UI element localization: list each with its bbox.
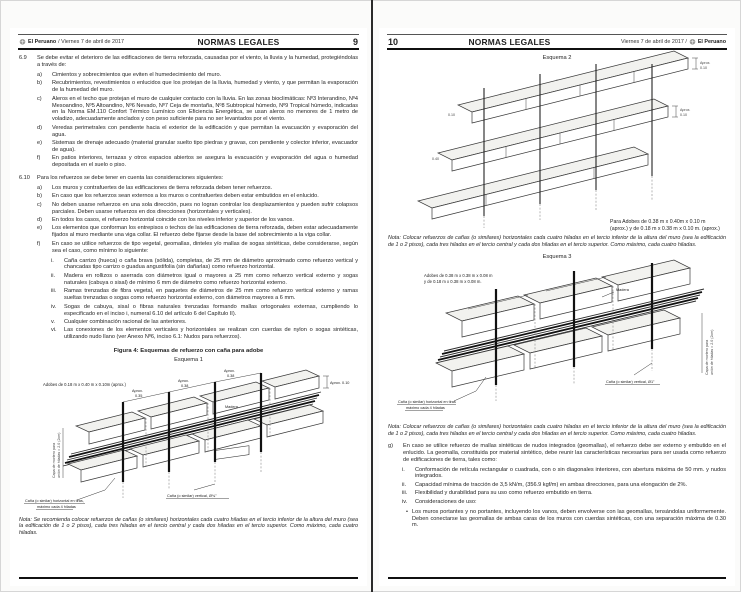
item-text: Cimientos y sobrecimientos que eviten el humedecimiento del muro.	[52, 71, 222, 78]
item-label: vi.	[51, 327, 57, 334]
header-brand	[621, 38, 726, 45]
gazette-title: NORMAS LEGALES	[468, 36, 551, 47]
item-text: Aleros en el techo que protejan el muro de cualquier contacto con la lluvia. En las zonas bioclimáticas: Nº3 Interandino, Nº4 Mesoandino, Nº5 Altoandino, Nº6 Nevado, Nº7 Ceja de montaña, Nº8 Subtropical húmedo, Nº9 Tropical húmedo, indicadas en la Norma EM.110 Confort Térmico Lumínico con Eficiencia Energética, se usan aleros no menores de 1 metro de voladizo, adecuadamente anclados y con peso suficiente para no ser levantados por el viento.	[52, 95, 359, 123]
svg-text:Aprox. 0.10: Aprox. 0.10	[330, 380, 350, 385]
sublist-item	[51, 327, 358, 341]
sublist-item	[402, 490, 726, 497]
item-text: En caso que los refuerzos sean externos a los muros o contrafuertes deben estar embutidos en el enlucido.	[52, 193, 319, 200]
item-label: c)	[37, 201, 42, 208]
svg-text:Aprox.: Aprox.	[178, 378, 189, 383]
page-9-body	[10, 50, 367, 537]
sublist-item	[51, 288, 358, 302]
esquema-1-diagram	[19, 366, 358, 514]
sublist-item	[402, 482, 726, 489]
item-g	[388, 443, 726, 464]
esquema-2-drawing	[388, 61, 726, 232]
page-10-header	[387, 34, 727, 50]
page-number: 10	[388, 36, 399, 47]
item-label: v.	[51, 318, 55, 325]
item-g-sublist	[402, 467, 726, 506]
item-label: a)	[37, 71, 42, 78]
svg-text:0.10: 0.10	[448, 113, 455, 118]
esq1-madera-label: Madera	[225, 404, 238, 409]
item-text: Ramas trenzadas de fibra vegetal, en paquetes de diámetros de 25 mm como refuerzo vertical externo y ramas sueltas trenzadas o sogas como refuerzo horizontal externo, con diámetros mayores a 6 mm.	[64, 288, 358, 302]
svg-text:0.10: 0.10	[700, 66, 707, 71]
item-label: d)	[37, 124, 42, 131]
svg-text:unión de hiladas = 2.0 (2cm): unión de hiladas = 2.0 (2cm)	[710, 329, 714, 375]
header-date: Viernes 7 de abril de 2017 /	[620, 38, 687, 45]
item-label: c)	[37, 95, 42, 102]
section-6-9-list	[37, 72, 358, 169]
esq3-mortero-label	[702, 313, 714, 375]
section-6-9	[19, 55, 358, 171]
item-text: Madera en rollizos o aserrada con diámetros igual o mayores a 25 mm como refuerzo vertical externo y sogas naturales (cabuya o sisal) de mínimo 6 mm de diámetro como refuerzo horizontal externo.	[64, 272, 358, 286]
item-text: No deben usarse refuerzos en una sola dirección, pues no logran controlar los desplazamientos y pueden sufrir colapsos parciales. Deben usarse refuerzos en dos direcciones (horizontales y verticales).	[52, 201, 358, 215]
section-6-10	[19, 175, 358, 343]
svg-text:Caña (o similar) vertical, Ø1": Caña (o similar) vertical, Ø1"	[606, 379, 655, 384]
list-item	[37, 80, 358, 94]
item-text: Sogas de cabuya, sisal o fibras naturales trenzadas formando mallas ortogonales externas, cumpliendo lo especificado en el inciso i, numeral 6.10 del artículo 6 del Capítulo II).	[64, 303, 358, 317]
item-text: En caso se utilice refuerzos de tipo vegetal, geomallas, dinteles y/o mallas de sogas sintéticas, debe considerarse, según sea el caso, como mínimo lo siguiente:	[52, 240, 358, 254]
item-label: b)	[37, 193, 42, 200]
item-text: En todos los casos, el refuerzo horizontal coincide con los niveles inferior y superior de los vanos.	[52, 216, 294, 223]
sublist-item	[51, 258, 358, 272]
header-brand	[19, 38, 124, 45]
esq3-adobes-label-2: y de 0.18 m x 0.38 m x 0.08 m.	[424, 278, 482, 284]
svg-text:Aprox.: Aprox.	[700, 61, 711, 66]
svg-text:0.38: 0.38	[227, 373, 235, 378]
esquema-1-note: Nota: Se recomienda colocar refuerzos de cañas (o similares) horizontales cada cuatro hiladas en el tercio inferior de la altura del muro (sea la edificación de 1 o 2 pisos), cada tres hiladas en el tercio central y cada dos hiladas en el tercio superior. Como máximo, cada cuatro hiladas.	[19, 516, 358, 537]
item-label: d)	[37, 216, 42, 223]
usage-bullet	[402, 509, 726, 530]
esquema-2-diagram	[388, 61, 726, 232]
svg-text:máximo cada 4 hiladas: máximo cada 4 hiladas	[406, 405, 445, 410]
list-item	[37, 185, 358, 192]
esq3-madera-label: Madera	[616, 287, 629, 292]
item-label: iv.	[51, 303, 57, 310]
esquema-2-title: Esquema 2	[542, 55, 572, 61]
item-label: e)	[37, 225, 42, 232]
item-label: f)	[37, 155, 41, 162]
svg-text:Aprox.: Aprox.	[132, 388, 143, 393]
item-label: e)	[37, 140, 42, 147]
figure-4-title: Figura 4: Esquemas de refuerzo con caña para adobe	[113, 348, 264, 355]
list-item	[37, 140, 358, 154]
esq3-adobes-label-1: Adobes de 0.38 m x 0.38 m x 0.08 m	[424, 272, 493, 278]
item-text: Capacidad mínima de tracción de 3,5 kN/m, (356.9 kgf/m) en ambas direcciones, para una elongación de 2%.	[415, 481, 688, 488]
page-10-bottom-rule	[388, 577, 726, 579]
bullet-marker: •	[406, 508, 408, 515]
bullet-text: Los muros portantes y no portantes, incluyendo los vanos, deben envolverse con las geomallas, tensándolas uniformemente. Deben conectarse las geomallas de ambas caras de los muros con cuerdas sintéticas, con una separación máxima de 0.30 m.	[412, 508, 726, 529]
sublist-item	[402, 499, 726, 506]
esquema-1-drawing	[19, 366, 358, 514]
list-item	[37, 202, 358, 216]
list-item	[37, 241, 358, 255]
svg-text:Caña (o similar) horizontal en: Caña (o similar) horizontal en tiras,	[25, 498, 84, 503]
svg-text:0.10: 0.10	[680, 113, 687, 118]
brand-name: El Peruano	[697, 38, 726, 45]
header-date: / Viernes 7 de abril de 2017	[58, 38, 125, 45]
svg-text:0.38: 0.38	[181, 383, 189, 388]
svg-text:unión de hiladas = 2.0 (2cm): unión de hiladas = 2.0 (2cm)	[57, 432, 61, 478]
list-item	[37, 225, 358, 239]
list-item	[37, 155, 358, 169]
page-10-body	[379, 50, 735, 529]
esq1-mortero-label	[52, 428, 63, 478]
esquema-3-diagram	[388, 263, 726, 421]
item-label: g)	[388, 442, 393, 449]
item-label: b)	[37, 80, 42, 87]
item-label: i.	[402, 466, 405, 473]
list-item	[37, 96, 358, 124]
svg-text:Caña (o similar) vertical, Ø¾": Caña (o similar) vertical, Ø¾"	[167, 493, 217, 498]
svg-text:máximo cada 4 hiladas: máximo cada 4 hiladas	[37, 504, 76, 509]
section-6-10-list	[37, 185, 358, 341]
item-label: ii.	[402, 481, 407, 488]
list-item	[37, 217, 358, 224]
list-item	[37, 72, 358, 79]
item-text: Veredas perimetrales con pendiente hacia el exterior de la edificación y que permitan la evacuación y evaporación del agua.	[52, 124, 358, 138]
esq1-cana-horizontal-label	[24, 478, 115, 510]
section-number: 6.10	[19, 174, 30, 181]
sublist-item	[51, 273, 358, 287]
sublist-item	[51, 304, 358, 318]
section-intro: Se debe evitar el deterioro de las edificaciones de tierra reforzada, causadas por el viento, la lluvia y la humedad, protegiéndolas a través de:	[37, 55, 358, 68]
brand-name: El Peruano	[28, 38, 57, 45]
item-label: iii.	[51, 288, 57, 295]
item-text: En patios interiores, terrazas y otros espacios abiertos se asegura la evacuación y evaporación del agua o humedad depositada en el suelo o piso.	[52, 155, 358, 169]
esq1-cana-vertical-label	[166, 484, 229, 499]
list-item	[37, 125, 358, 139]
page-number: 9	[352, 36, 358, 47]
el-peruano-logo-icon	[19, 38, 26, 45]
item-text: Recubrimientos, revestimientos o enlucidos que los protejan de la lluvia, humedad y viento, y que permitan la evaporación de la humedad del muro.	[52, 80, 358, 94]
item-label: ii.	[51, 272, 56, 279]
svg-text:Aprox.: Aprox.	[224, 368, 235, 373]
page-9-header	[18, 34, 359, 50]
page-divider-line	[371, 0, 373, 592]
esquema-3-note: Nota: Colocar refuerzos de cañas (o similares) horizontales cada cuatro hiladas en el tercio inferior de la altura del muro (sea la edificación de 1 o 2 pisos), cada tres hiladas en el tercio central y cada dos hiladas en el tercio superior. Como máximo, cada cuatro hiladas.	[388, 423, 726, 437]
svg-text:Aprox.: Aprox.	[680, 108, 691, 113]
item-text: Flexibilidad y durabilidad para su uso como refuerzo embutido en tierra.	[415, 490, 593, 497]
section-intro: Para los refuerzos se debe tener en cuenta las consideraciones siguientes:	[37, 174, 224, 181]
gazette-title: NORMAS LEGALES	[197, 36, 280, 47]
svg-text:Caña (o similar) horizontal en: Caña (o similar) horizontal en tiras	[398, 399, 456, 404]
esq3-cana-vertical-label	[605, 363, 660, 385]
item-text: Consideraciones de uso:	[415, 498, 477, 505]
item-text: Caña carrizo (hueca) o caña brava (sólida), completas, de 25 mm de diámetro aproximado como refuerzo vertical y chancadas tipo carrizo o guadua angustifolia (sin dañarlas) como refuerzo horizontal.	[64, 257, 358, 271]
svg-text:Capa de mortero para: Capa de mortero para	[52, 442, 56, 478]
item-label: iv.	[402, 498, 408, 505]
esquema-3-drawing	[388, 263, 726, 421]
sublist-item	[402, 467, 726, 481]
esq1-height-dim	[323, 376, 349, 388]
esquema-1-title: Esquema 1	[174, 356, 203, 363]
item-text: Los elementos que conforman los entrepisos o techos de las edificaciones de tierra reforzada, deben estar adecuadamente fijados al muro mediante una viga collar. El refuerzo debe fijarse desde la base del sobrecimiento a la viga collar.	[52, 225, 358, 239]
item-text: Las conexiones de los elementos verticales y horizontales se realizan con cuerdas de nylon o sogas sintéticas, utilizando nudo llano (ver Anexo Nº6, inciso 6.1: Nudos para refuerzos).	[64, 327, 358, 341]
item-label: i.	[51, 257, 54, 264]
item-text: En caso se utilice refuerzo de mallas sintéticas de nudos integrados (geomallas), el refuerzo debe ser externo y embutido en el enlucido. La geomalla, constituida por material sintético, debe reunir las características necesarias para ser usada como refuerzo de edificaciones de tierra, tales como:	[403, 442, 726, 463]
esq1-adobes-label: Adobes de 0.18 m x 0.40 m x 0.10m (aprox.)	[43, 381, 126, 387]
page-9-bottom-rule	[19, 577, 358, 579]
section-6-10-sublist	[51, 258, 358, 342]
sublist-item	[51, 319, 358, 326]
svg-text:0.40: 0.40	[432, 157, 439, 162]
item-text: Sistemas de drenaje adecuado (material granular suelto tipo piedras y gravas, con pendiente y colector inferior, evacuador de agua).	[52, 140, 358, 154]
esquema-2-note: Nota: Colocar refuerzos de cañas (o similares) horizontales cada cuatro hiladas en el tercio inferior de la altura del muro (sea la edificación de 1 o 2 pisos), cada tres hiladas en el tercio central y cada dos hiladas en el tercio superior. Como máximo, cada cuatro hiladas.	[388, 235, 726, 248]
item-text: Los muros y contrafuertes de las edificaciones de tierra reforzada deben tener refuerzos.	[52, 184, 273, 191]
esquema-3-title: Esquema 3	[542, 253, 572, 260]
el-peruano-logo-icon	[689, 38, 696, 45]
list-item	[37, 193, 358, 200]
item-label: iii.	[402, 490, 408, 497]
esquema-2-adobes-note: Para Adobes de 0.38 m x 0.40m x 0.10 m (aprox.) y de 0.18 m x 0.38 m x 0.10 m. (aprox.)	[610, 219, 720, 232]
section-number: 6.9	[19, 55, 27, 61]
svg-text:Capa de mortero para: Capa de mortero para	[705, 339, 709, 375]
item-text: Conformación de retícula rectangular o cuadrada, con o sin diagonales interiores, con abertura máxima de 50 mm. y nudos integrados.	[415, 466, 726, 480]
item-label: f)	[37, 240, 41, 247]
svg-text:0.35: 0.35	[135, 393, 143, 398]
page-10	[379, 28, 735, 586]
item-label: a)	[37, 184, 42, 191]
page-9	[10, 28, 367, 586]
item-text: Cualquier combinación racional de las anteriores.	[64, 318, 187, 325]
